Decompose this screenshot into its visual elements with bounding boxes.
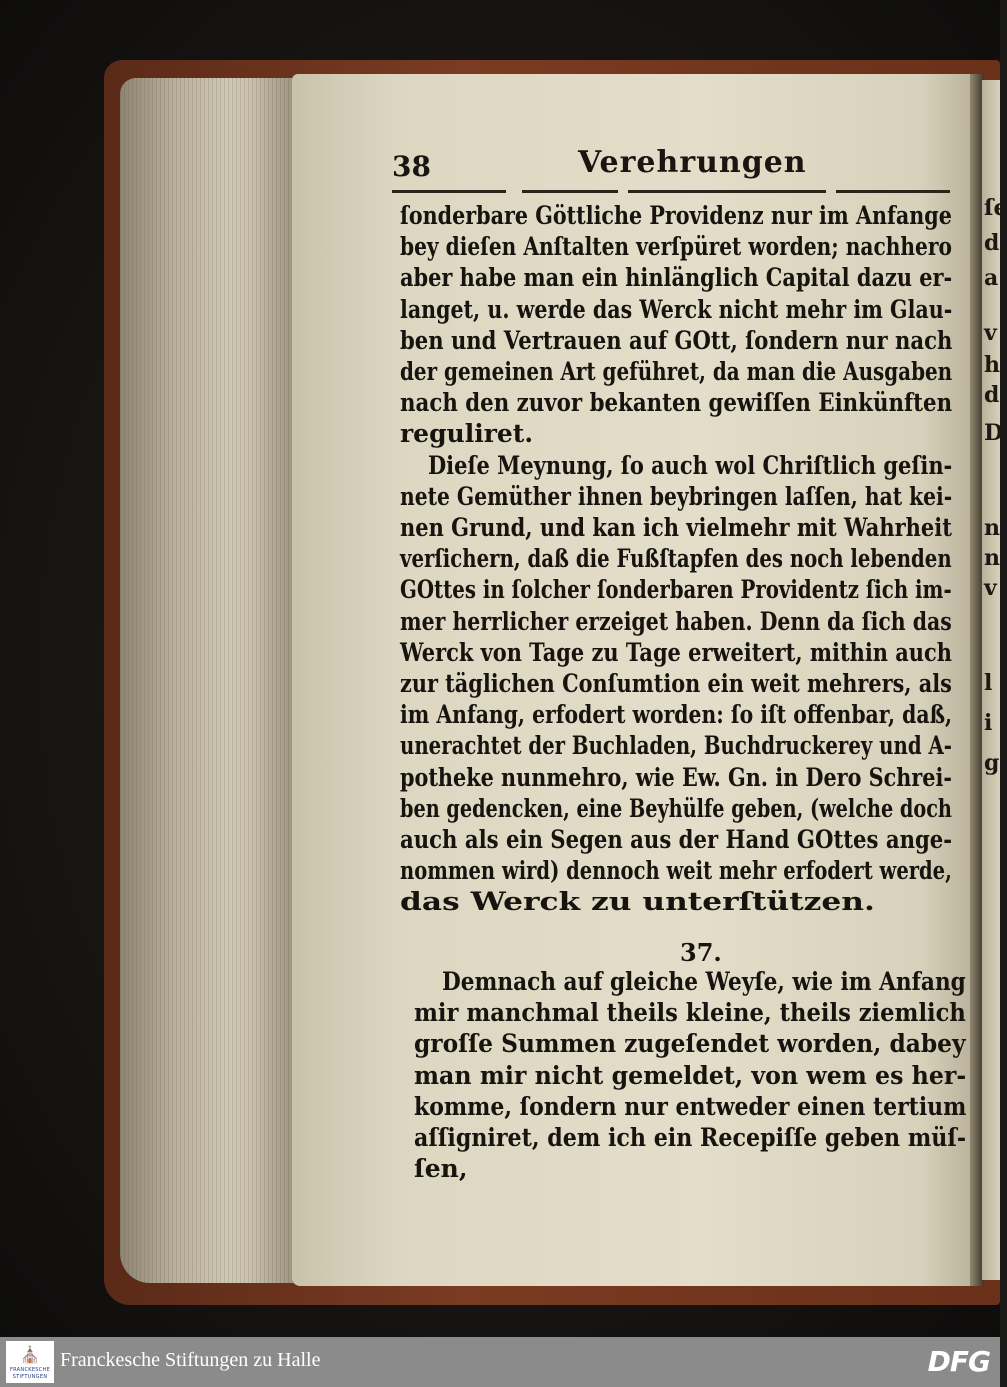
text-line: nete Gemüther ihnen beybringen laſſen, hat kei- xyxy=(400,481,953,511)
text-line: komme, ſondern nur entweder einen tertium xyxy=(414,1091,967,1121)
text-line: der gemeinen Art geführet, da man die Ausgaben xyxy=(400,357,953,386)
right-page-text-fragment: n xyxy=(984,545,1000,571)
header-rule xyxy=(836,190,950,193)
section-number: 37. xyxy=(680,938,722,967)
running-head-title: Verehrungen xyxy=(578,145,807,180)
header-rule xyxy=(628,190,826,193)
right-page-text-fragment: l xyxy=(984,670,993,696)
text-line: das Werck zu unterſtützen. xyxy=(400,887,875,917)
text-line: groſſe Summen zugeſendet worden, dabey xyxy=(414,1029,966,1059)
text-line: langet, u. werde das Werck nicht mehr im Glau- xyxy=(400,294,953,324)
text-line: unerachtet der Buchladen, Buchdruckerey und A- xyxy=(400,731,952,761)
text-line: nach den zuvor bekanten gewiſſen Einkünften xyxy=(400,388,953,418)
text-line: nen Grund, und kan ich vielmehr mit Wahrheit xyxy=(400,513,952,542)
text-line: reguliret. xyxy=(400,419,534,449)
right-page-text-fragment: v xyxy=(984,575,997,601)
text-line: nommen wird) dennoch weit mehr erfodert werde, xyxy=(400,856,952,886)
right-page-text-fragment: d xyxy=(984,382,1000,408)
header-rule xyxy=(522,190,618,193)
text-line: auch als ein Segen aus der Hand GOttes ange- xyxy=(400,825,953,854)
text-line: man mir nicht gemeldet, von wem es her- xyxy=(414,1060,967,1090)
header-rule xyxy=(392,190,506,193)
text-line: ſen, xyxy=(414,1154,468,1184)
text-line: ſonderbare Göttliche Providenz nur im Anfange xyxy=(400,201,952,230)
right-page-text-fragment: a xyxy=(984,265,999,291)
text-line: zur täglichen Conſumtion ein weit mehrers, als xyxy=(400,669,952,698)
page-number: 38 xyxy=(392,150,431,183)
right-page-text-fragment: i xyxy=(984,710,993,736)
dfg-logo[interactable]: DFG xyxy=(927,1345,990,1378)
logo-text: STIFTUNGEN xyxy=(12,1374,48,1380)
institution-logo[interactable] xyxy=(6,1341,54,1383)
text-line: ben und Vertrauen auf GOtt, ſondern nur nach xyxy=(400,325,953,355)
right-page-text-fragment: v xyxy=(984,320,997,346)
right-page-text-fragment: ſe xyxy=(984,195,1007,221)
institution-name[interactable]: Franckesche Stiftungen zu Halle xyxy=(60,1349,321,1371)
text-line: bey dieſen Anſtalten verſpüret worden; nachhero xyxy=(400,232,952,262)
right-page-sliver xyxy=(982,80,1007,1280)
text-line: verſichern, daß die Fußſtapfen des noch lebenden xyxy=(400,544,952,574)
footer-bar xyxy=(0,1337,1000,1387)
text-line: mer herrlicher erzeiget haben. Denn da ſich das xyxy=(400,606,952,636)
right-page-text-fragment: n xyxy=(984,515,1000,541)
text-line: im Anfang, erfodert worden: ſo iſt offenbar, daß, xyxy=(400,700,953,730)
right-page-text-fragment: g xyxy=(984,750,1000,776)
text-line: aſſigniret, dem ich ein Recepiſſe geben müſ- xyxy=(414,1123,967,1152)
text-line: GOttes in ſolcher ſonderbaren Providentz ſich im- xyxy=(400,575,952,605)
right-page-text-fragment: h xyxy=(984,352,1000,378)
right-page-text-fragment: D xyxy=(984,420,1004,446)
text-line: Demnach auf gleiche Weyſe, wie im Anfang xyxy=(442,967,966,996)
orphanage-building-icon: ⛪ xyxy=(20,1345,40,1364)
text-line: mir manchmal theils kleine, theils ziemlich xyxy=(414,998,966,1028)
text-line: Werck von Tage zu Tage erweitert, mithin auch xyxy=(400,637,952,667)
right-page-text-fragment: d xyxy=(984,230,1000,256)
text-line: ben gedencken, eine Beyhülfe geben, (welche doch xyxy=(400,793,952,823)
logo-text: FRANCKESCHE xyxy=(9,1367,51,1373)
text-line: potheke nunmehro, wie Ew. Gn. in Dero Schrei- xyxy=(400,762,952,792)
text-line: Dieſe Meynung, ſo auch wol Chriſtlich geſin- xyxy=(428,450,953,480)
text-line: aber habe man ein hinlänglich Capital dazu er- xyxy=(400,263,953,293)
